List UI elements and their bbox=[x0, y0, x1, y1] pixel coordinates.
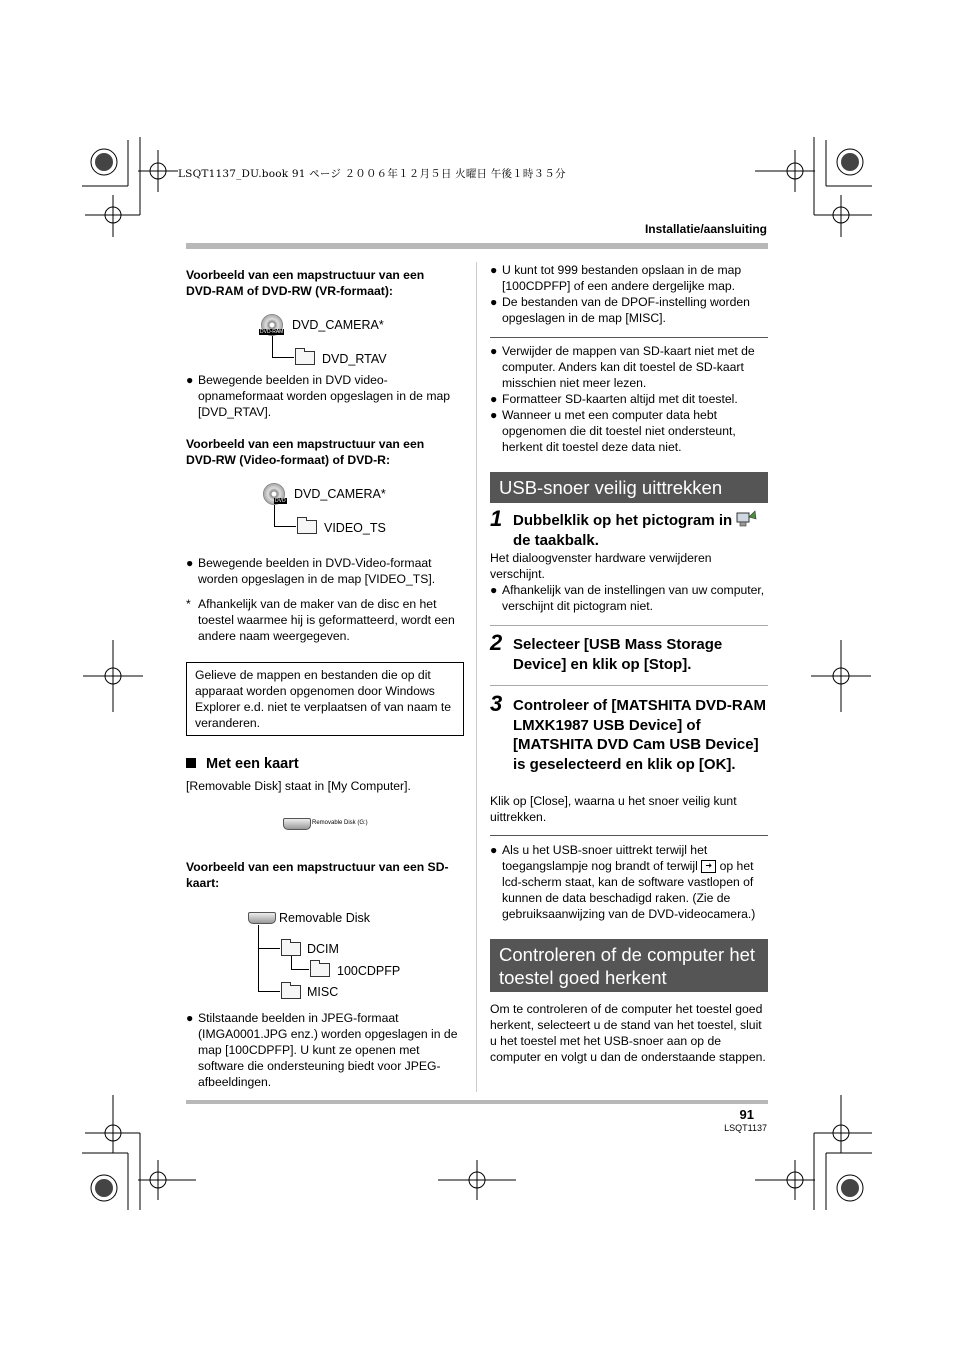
step-2-text: Selecteer [USB Mass Storage Device] en klik op [Stop]. bbox=[513, 636, 723, 673]
step-1-text: Dubbelklik op het pictogram in de taakbalk. bbox=[513, 512, 733, 549]
divider bbox=[490, 685, 768, 686]
list-item: ● Formatteer SD-kaarten altijd met dit toestel. bbox=[490, 392, 738, 406]
step-1-body: Het dialoogvenster hardware verwijderen verschijnt. bbox=[490, 551, 712, 581]
list-item: ● Verwijder de mappen van SD-kaart niet met de computer. Anders kan dit toestel de SD-kaart misschien niet meer lezen. bbox=[490, 344, 755, 390]
card-heading: Met een kaart bbox=[206, 756, 299, 772]
ex3-root: Removable Disk bbox=[279, 911, 371, 925]
drive-icon bbox=[283, 818, 311, 830]
folder-icon bbox=[295, 351, 315, 365]
list-item: ● De bestanden van de DPOF-instelling worden opgeslagen in de map [MISC]. bbox=[490, 295, 750, 325]
tree-line bbox=[272, 336, 273, 358]
ex3-subfolder: 100CDPFP bbox=[337, 964, 401, 978]
ex2-note: ● Bewegende beelden in DVD-Video-formaat worden opgeslagen in de map [VIDEO_TS]. bbox=[186, 556, 436, 586]
section-title: Installatie/aansluiting bbox=[644, 222, 767, 236]
doc-code: LSQT1137 bbox=[724, 1123, 767, 1133]
step-3-text: Controleer of [MATSHITA DVD-RAM LMXK1987 USB Device] of [MATSHITA DVD Cam USB Device] is geselecteerd en klik op [OK]. bbox=[513, 697, 767, 773]
divider bbox=[490, 625, 768, 626]
top-bullets bbox=[490, 262, 768, 326]
bullet-icon: ● bbox=[186, 1011, 194, 1025]
tree-line bbox=[258, 948, 280, 949]
drive-label: Removable Disk (G:) bbox=[312, 820, 368, 826]
tree-line bbox=[272, 357, 294, 358]
list-item: ● Wanneer u met een computer data hebt opgenomen die dit toestel niet ondersteunt, herkent dit toestel deze data niet. bbox=[490, 408, 736, 454]
folder-icon bbox=[281, 985, 301, 999]
square-bullet-icon bbox=[186, 758, 196, 768]
tree-line bbox=[291, 969, 309, 970]
ex1-note: ● Bewegende beelden in DVD video-opnameformaat worden opgeslagen in de map [DVD_RTAV]. bbox=[186, 373, 451, 419]
folder-icon bbox=[297, 520, 317, 534]
usb-section-title: USB-snoer veilig uittrekken bbox=[490, 472, 768, 503]
ex1-child-folder: DVD_RTAV bbox=[322, 352, 387, 366]
tree-line bbox=[274, 526, 296, 527]
step-1-number: 1 bbox=[490, 506, 503, 531]
step-3-body: Klik op [Close], waarna u het snoer veilig kunt uittrekken. bbox=[490, 794, 737, 824]
tree-line bbox=[274, 505, 275, 527]
ex1-root-folder: DVD_CAMERA* bbox=[292, 318, 384, 332]
footnote-mark: * bbox=[186, 597, 191, 611]
drive-icon bbox=[248, 912, 276, 924]
footer-rule bbox=[186, 1100, 768, 1104]
list-item: ● U kunt tot 999 bestanden opslaan in de map [100CDPFP] of een andere dergelijke map. bbox=[490, 263, 742, 293]
ex2-heading: Voorbeeld van een mapstructuur van een DVD-RW (Video-formaat) of DVD-R: bbox=[186, 437, 425, 467]
ex3-heading: Voorbeeld van een mapstructuur van een SD-kaart: bbox=[186, 860, 449, 890]
card-heading-wrap bbox=[186, 756, 299, 772]
disc-badge: DVD bbox=[275, 498, 286, 504]
print-header: LSQT1137_DU.book 91 ページ ２００６年１２月５日 火曜日 午後１時３５分 bbox=[178, 168, 566, 180]
divider bbox=[490, 337, 768, 338]
header-rule bbox=[186, 243, 768, 249]
disc-badge: DVD-RAM bbox=[260, 329, 284, 335]
ex3-misc: MISC bbox=[307, 985, 339, 999]
footnote: * Afhankelijk van de maker van de disc en het toestel waarmee hij is geformatteerd, wordt een andere naam weergegeven. bbox=[186, 597, 455, 643]
ex1-heading: Voorbeeld van een mapstructuur van een DVD-RAM of DVD-RW (VR-formaat): bbox=[186, 268, 425, 298]
card-text: [Removable Disk] staat in [My Computer]. bbox=[186, 779, 411, 793]
access-icon: ➜ bbox=[701, 860, 716, 873]
divider bbox=[490, 835, 768, 836]
step-3-number: 3 bbox=[490, 691, 503, 716]
folder-icon bbox=[310, 963, 330, 977]
ex2-root-folder: DVD_CAMERA* bbox=[294, 487, 386, 501]
safely-remove-icon bbox=[735, 507, 757, 529]
ex3-note: ● Stilstaande beelden in JPEG-formaat (IMGA0001.JPG enz.) worden opgeslagen in de map [100CDPFP]. U kunt ze openen met software die ondersteuning biedt voor JPEG-afbeeldingen. bbox=[186, 1011, 458, 1089]
check-section-title: Controleren of de computer het toestel goed herkent bbox=[490, 939, 768, 992]
tree-line bbox=[258, 925, 259, 992]
check-body: Om te controleren of de computer het toestel goed herkent, selecteert u de stand van het toestel, sluit u het toestel met het USB-snoer aan op de computer en volgt u dan de onderstaande stappen. bbox=[490, 1002, 766, 1064]
usb-warning: ● Als u het USB-snoer uittrekt terwijl het toegangslampje nog brandt of terwijl ➜ op het lcd-scherm staat, kan de software vastlopen of kunnen de data beschadigd raken. (Zie de gebruiksaanwijzing van de DVD-videocamera.) bbox=[490, 843, 756, 921]
folder-icon bbox=[281, 942, 301, 956]
warning-bullets bbox=[490, 343, 768, 455]
ex2-child-folder: VIDEO_TS bbox=[324, 521, 386, 535]
notice-box: Gelieve de mappen en bestanden die op dit apparaat worden opgenomen door Windows Explorer e.d. niet te verplaatsen of van naam te veranderen. bbox=[186, 662, 464, 736]
column-divider bbox=[476, 262, 477, 1092]
tree-line bbox=[258, 991, 280, 992]
tree-line bbox=[291, 956, 292, 970]
ex3-dcim: DCIM bbox=[307, 942, 339, 956]
bullet-icon: ● bbox=[186, 556, 194, 570]
step-1-bullet: ● Afhankelijk van de instellingen van uw computer, verschijnt dit pictogram niet. bbox=[490, 583, 765, 613]
step-2-number: 2 bbox=[490, 630, 503, 655]
page-number: 91 bbox=[739, 1107, 754, 1122]
bullet-icon: ● bbox=[186, 373, 194, 387]
